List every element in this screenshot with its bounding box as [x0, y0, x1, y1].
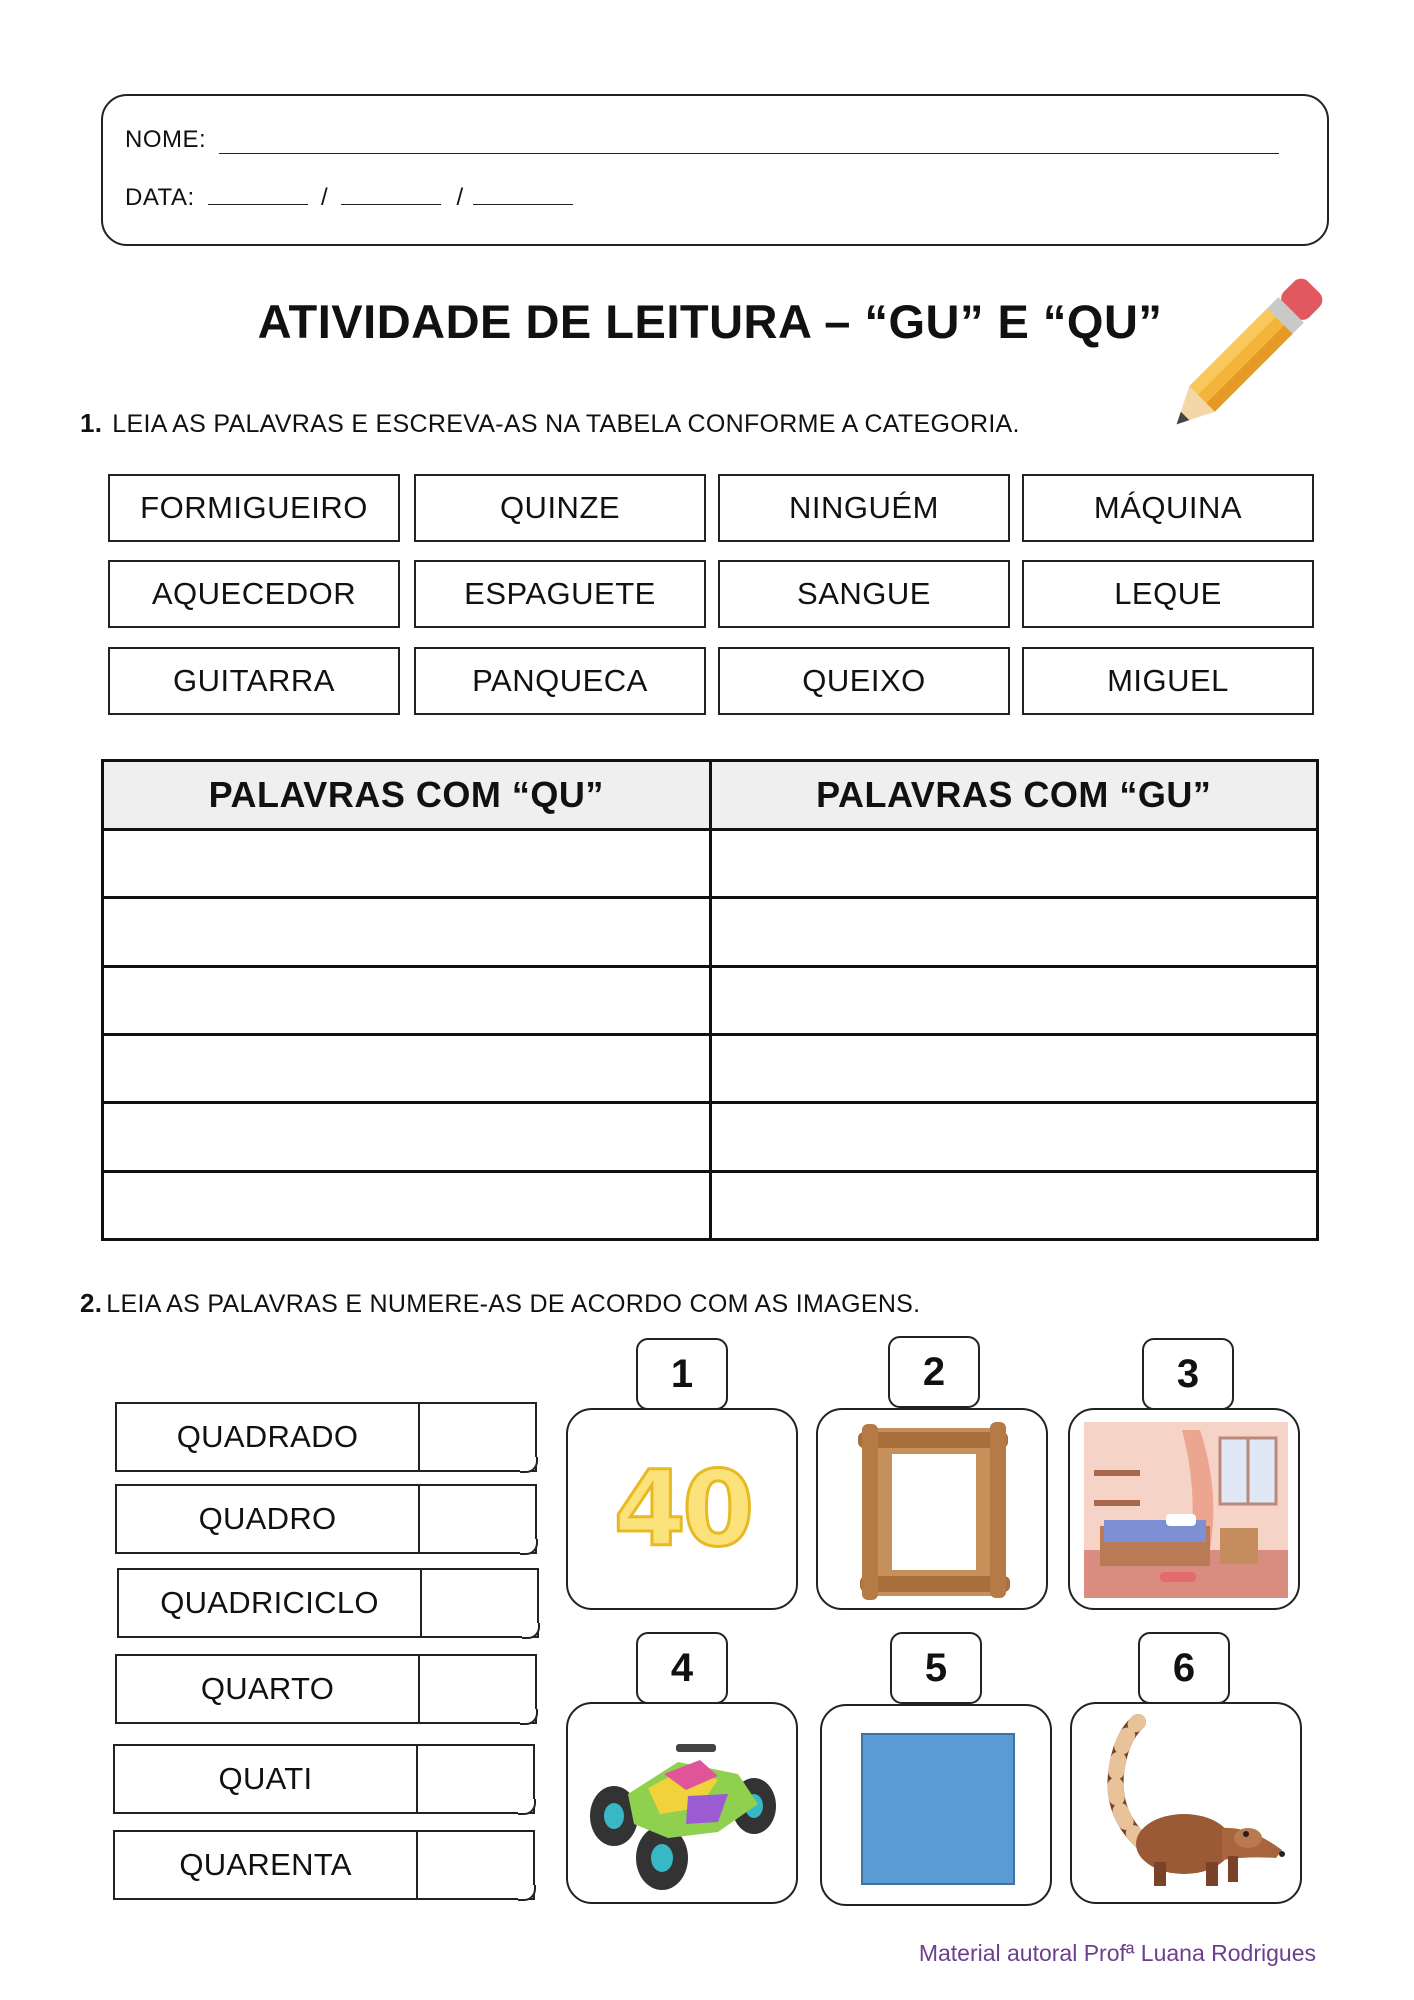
question-2-text: LEIA AS PALAVRAS E NUMERE-AS DE ACORDO COM AS IMAGENS.	[106, 1290, 921, 1318]
word-label: QUADRO	[117, 1486, 420, 1552]
blue-square-image	[822, 1706, 1052, 1906]
word-answer-row	[115, 1654, 537, 1724]
date-separator: /	[320, 184, 329, 211]
category-table	[101, 759, 1319, 1241]
question-1-number: 1.	[80, 408, 103, 438]
word-label: QUATI	[115, 1746, 418, 1812]
image-number-label: 6	[1138, 1632, 1230, 1704]
table-row	[103, 1171, 1318, 1239]
column-header-qu: PALAVRAS COM “QU”	[103, 761, 711, 830]
image-number-label: 2	[888, 1336, 980, 1408]
word-box: AQUECEDOR	[108, 560, 400, 628]
table-row	[103, 966, 1318, 1034]
word-answer-row	[117, 1568, 539, 1638]
word-box: LEQUE	[1022, 560, 1314, 628]
word-answer-row	[115, 1402, 537, 1472]
gu-answer-cell[interactable]	[710, 1103, 1318, 1171]
date-line	[125, 184, 573, 212]
image-card-6	[1070, 1702, 1302, 1904]
number-answer-box[interactable]	[422, 1570, 537, 1636]
student-info-box	[101, 94, 1329, 246]
word-box: GUITARRA	[108, 647, 400, 715]
date-year-field[interactable]	[473, 204, 573, 205]
gu-answer-cell[interactable]	[710, 898, 1318, 966]
word-label: QUADRICICLO	[119, 1570, 422, 1636]
qu-answer-cell[interactable]	[103, 966, 711, 1034]
question-2-number: 2.	[80, 1288, 103, 1318]
number-answer-box[interactable]	[420, 1486, 535, 1552]
author-credit: Material autoral Profª Luana Rodrigues	[918, 1940, 1316, 1966]
coati-image	[1072, 1704, 1302, 1904]
image-card-5	[820, 1704, 1052, 1906]
name-input-line[interactable]	[219, 153, 1279, 154]
date-day-field[interactable]	[208, 204, 308, 205]
table-row	[103, 1034, 1318, 1102]
image-number-label: 5	[890, 1632, 982, 1704]
word-label: QUARENTA	[115, 1832, 418, 1898]
number-forty-image: 40	[613, 1448, 751, 1570]
word-box: FORMIGUEIRO	[108, 474, 400, 542]
word-box: QUINZE	[414, 474, 706, 542]
gu-answer-cell[interactable]	[710, 830, 1318, 898]
word-box: NINGUÉM	[718, 474, 1010, 542]
word-label: QUARTO	[117, 1656, 420, 1722]
qu-answer-cell[interactable]	[103, 1171, 711, 1239]
date-separator: /	[456, 184, 464, 211]
word-box: PANQUECA	[414, 647, 706, 715]
qu-answer-cell[interactable]	[103, 898, 711, 966]
word-box: QUEIXO	[718, 647, 1010, 715]
word-answer-row	[115, 1484, 537, 1554]
bedroom-image	[1070, 1410, 1300, 1610]
gu-answer-cell[interactable]	[710, 1171, 1318, 1239]
qu-answer-cell[interactable]	[103, 1103, 711, 1171]
qu-answer-cell[interactable]	[103, 830, 711, 898]
name-line	[125, 126, 1279, 154]
image-card-3	[1068, 1408, 1300, 1610]
quad-bike-image	[568, 1704, 798, 1904]
pencil-icon	[1168, 268, 1328, 438]
image-number-label: 1	[636, 1338, 728, 1410]
gu-answer-cell[interactable]	[710, 966, 1318, 1034]
word-answer-row	[113, 1744, 535, 1814]
qu-answer-cell[interactable]	[103, 1034, 711, 1102]
word-box: MÁQUINA	[1022, 474, 1314, 542]
word-box: ESPAGUETE	[414, 560, 706, 628]
date-month-field[interactable]	[341, 204, 441, 205]
word-answer-row	[113, 1830, 535, 1900]
image-card-2	[816, 1408, 1048, 1610]
table-row	[103, 1103, 1318, 1171]
column-header-gu: PALAVRAS COM “GU”	[710, 761, 1318, 830]
question-1	[80, 408, 1020, 439]
table-row	[103, 898, 1318, 966]
gu-answer-cell[interactable]	[710, 1034, 1318, 1102]
image-card-1	[566, 1408, 798, 1610]
number-answer-box[interactable]	[420, 1656, 535, 1722]
question-2	[80, 1288, 920, 1319]
word-box: MIGUEL	[1022, 647, 1314, 715]
name-label: NOME:	[125, 126, 207, 153]
number-answer-box[interactable]	[418, 1746, 533, 1812]
number-answer-box[interactable]	[418, 1832, 533, 1898]
picture-frame-image	[818, 1410, 1048, 1610]
word-box: SANGUE	[718, 560, 1010, 628]
table-row	[103, 830, 1318, 898]
word-label: QUADRADO	[117, 1404, 420, 1470]
question-1-text: LEIA AS PALAVRAS E ESCREVA-AS NA TABELA CONFORME A CATEGORIA.	[112, 410, 1020, 438]
image-number-label: 4	[636, 1632, 728, 1704]
page-title: ATIVIDADE DE LEITURA – “GU” E “QU”	[257, 295, 1163, 348]
image-number-label: 3	[1142, 1338, 1234, 1410]
image-card-4	[566, 1702, 798, 1904]
date-label: DATA:	[125, 184, 195, 211]
number-answer-box[interactable]	[420, 1404, 535, 1470]
